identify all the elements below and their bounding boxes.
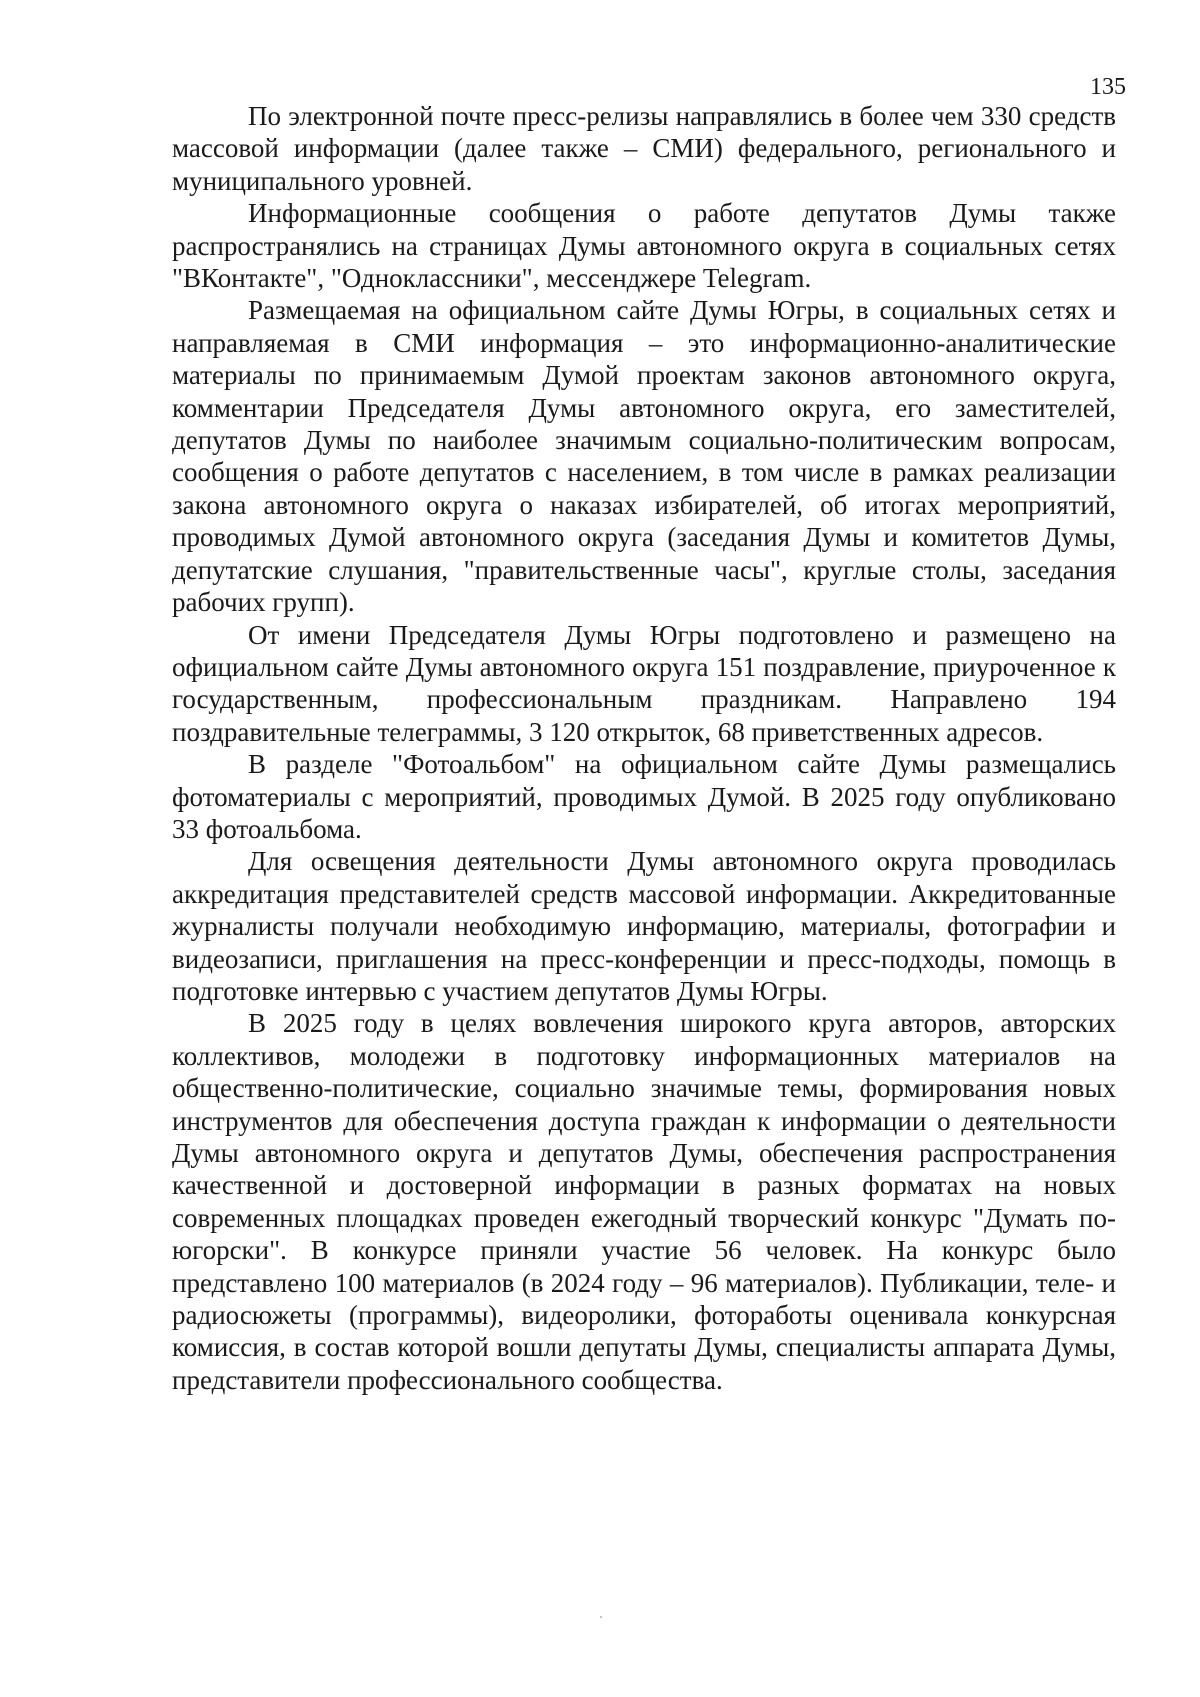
paragraph-accreditation: Для освещения деятельности Думы автономного округа проводилась аккредитация представителей средств массовой информации. Аккредитованные журналисты получали необходимую информацию, материалы, фотографии и видеозаписи, приглашения на пресс-конференции и пресс-подходы, помощь в подготовке интервью с участием депутатов Думы Югры. xyxy=(172,846,1116,1006)
paragraph-social-networks: Информационные сообщения о работе депутатов Думы также распространялись на страницах Думы автономного округа в социальных сетях "ВКонтакте", "Одноклассники", мессенджере Telegram. xyxy=(172,198,1116,294)
paragraph-contest: В 2025 году в целях вовлечения широкого круга авторов, авторских коллективов, молодежи в подготовку информационных материалов на общественно-политические, социально значимые темы, формирования новых инструментов для обеспечения доступа граждан к информации о деятельности Думы автономного округа и депутатов Думы, обеспечения распространения качественной и достоверной информации в разных форматах на новых современных площадках проведен ежегодный творческий конкурс "Думать по-югорски". В конкурсе приняли участие 56 человек. На конкурс было представлено 100 материалов (в 2024 году – 96 материалов). Публикации, теле- и радиосюжеты (программы), видеоролики, фотоработы оценивала конкурсная комиссия, в состав которой вошли депутаты Думы, специалисты аппарата Думы, представители профессионального сообщества. xyxy=(172,1008,1116,1395)
scan-speck xyxy=(600,1616,602,1618)
paragraph-press-releases: По электронной почте пресс-релизы направлялись в более чем 330 средств массовой информации (далее также – СМИ) федерального, регионального и муниципального уровней. xyxy=(172,101,1116,196)
paragraph-published-materials: Размещаемая на официальном сайте Думы Югры, в социальных сетях и направляемая в СМИ информация – это информационно-аналитические материалы по принимаемым Думой проектам законов автономного округа, комментарии Председателя Думы автономного округа, его заместителей, депутатов Думы по наиболее значимым социально-политическим вопросам, сообщения о работе депутатов с населением, в том числе в рамках реализации закона автономного округа о наказах избирателей, об итогах мероприятий, проводимых Думой автономного округа (заседания Думы и комитетов Думы, депутатские слушания, "правительственные часы", круглые столы, заседания рабочих групп). xyxy=(172,295,1116,618)
paragraph-photo-album: В разделе "Фотоальбом" на официальном сайте Думы размещались фотоматериалы с мероприятий, проводимых Думой. В 2025 году опубликовано 33 фотоальбома. xyxy=(172,749,1116,844)
document-body xyxy=(172,100,1116,1396)
paragraph-congratulations: От имени Председателя Думы Югры подготовлено и размещено на официальном сайте Думы автономного округа 151 поздравление, приуроченное к государственным, профессиональным праздникам. Направлено 194 поздравительные телеграммы, 3 120 открыток, 68 приветственных адресов. xyxy=(172,619,1116,747)
page-number: 135 xyxy=(1090,74,1126,100)
